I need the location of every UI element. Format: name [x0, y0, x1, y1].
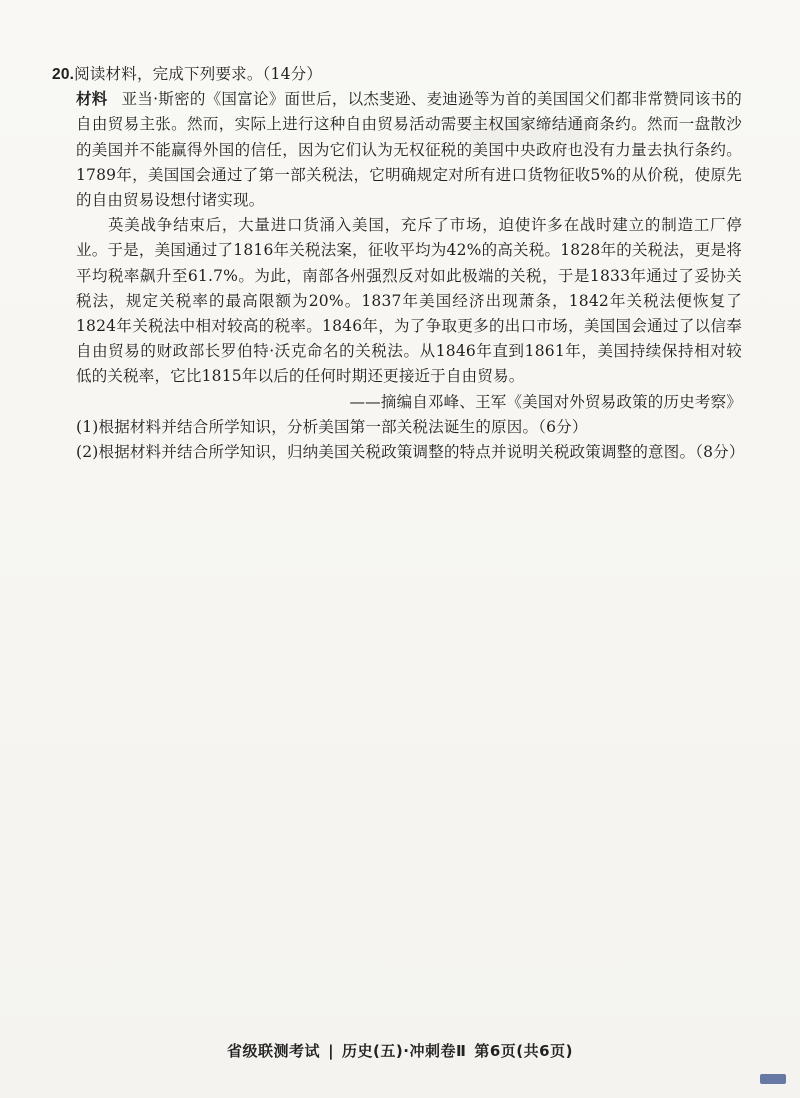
material-source: ——摘编自邓峰、王军《美国对外贸易政策的历史考察》: [349, 392, 742, 411]
material-text-1: 亚当·斯密的《国富论》面世后，以杰斐逊、麦迪逊等为首的美国国父们都非常赞同该书的自由贸易主张。然而，实际上进行这种自由贸易活动需要主权国家缔结通商条约。然而一盘散沙的美国并不能赢得外国的信任，因为它们认为无权征税的美国中央政府也没有力量去执行条约。1789年，美国国会通过了第一部关税法，它明确规定对所有进口货物征收5%的从价税，使原先的自由贸易设想付诸实现。: [76, 90, 742, 210]
footer-separator: |: [328, 1042, 335, 1060]
footer-exam-name: 省级联测考试: [227, 1042, 321, 1060]
footer-page-info: 第6页(共6页): [474, 1042, 573, 1060]
material-paragraph-2: 英美战争结束后，大量进口货涌入美国，充斥了市场，迫使许多在战时建立的制造工厂停业。于是，美国通过了1816年关税法案，征收平均为42%的高关税。1828年的关税法，更是将平均税率飙升至61.7%。为此，南部各州强烈反对如此极端的关税，于是1833年通过了妥协关税法，规定关税率的最高限额为20%。1837年美国经济出现萧条，1842年关税法便恢复了1824年关税法中相对较高的税率。1846年，为了争取更多的出口市场，美国国会通过了以信奉自由贸易的财政部长罗伯特·沃克命名的关税法。从1846年直到1861年，美国持续保持相对较低的关税率，它比1815年以后的任何时期还更接近于自由贸易。: [76, 216, 742, 386]
footer-subject: 历史(五)·冲刺卷Ⅱ: [342, 1042, 467, 1060]
question-instruction: 阅读材料，完成下列要求。（14分）: [74, 65, 323, 83]
question-header: [52, 62, 742, 87]
material-label: 材料: [76, 90, 108, 109]
question-number: 20.: [52, 66, 75, 83]
question-20: [52, 62, 745, 465]
corner-logo-icon: [760, 1074, 786, 1084]
sub-question-1: (1)根据材料并结合所学知识，分析美国第一部关税法诞生的原因。（6分）: [76, 417, 588, 436]
sub-question-2: (2)根据材料并结合所学知识，归纳美国关税政策调整的特点并说明关税政策调整的意图。（8分）: [76, 443, 745, 462]
material-paragraph-1: [52, 87, 742, 213]
page-footer: [0, 1040, 800, 1061]
